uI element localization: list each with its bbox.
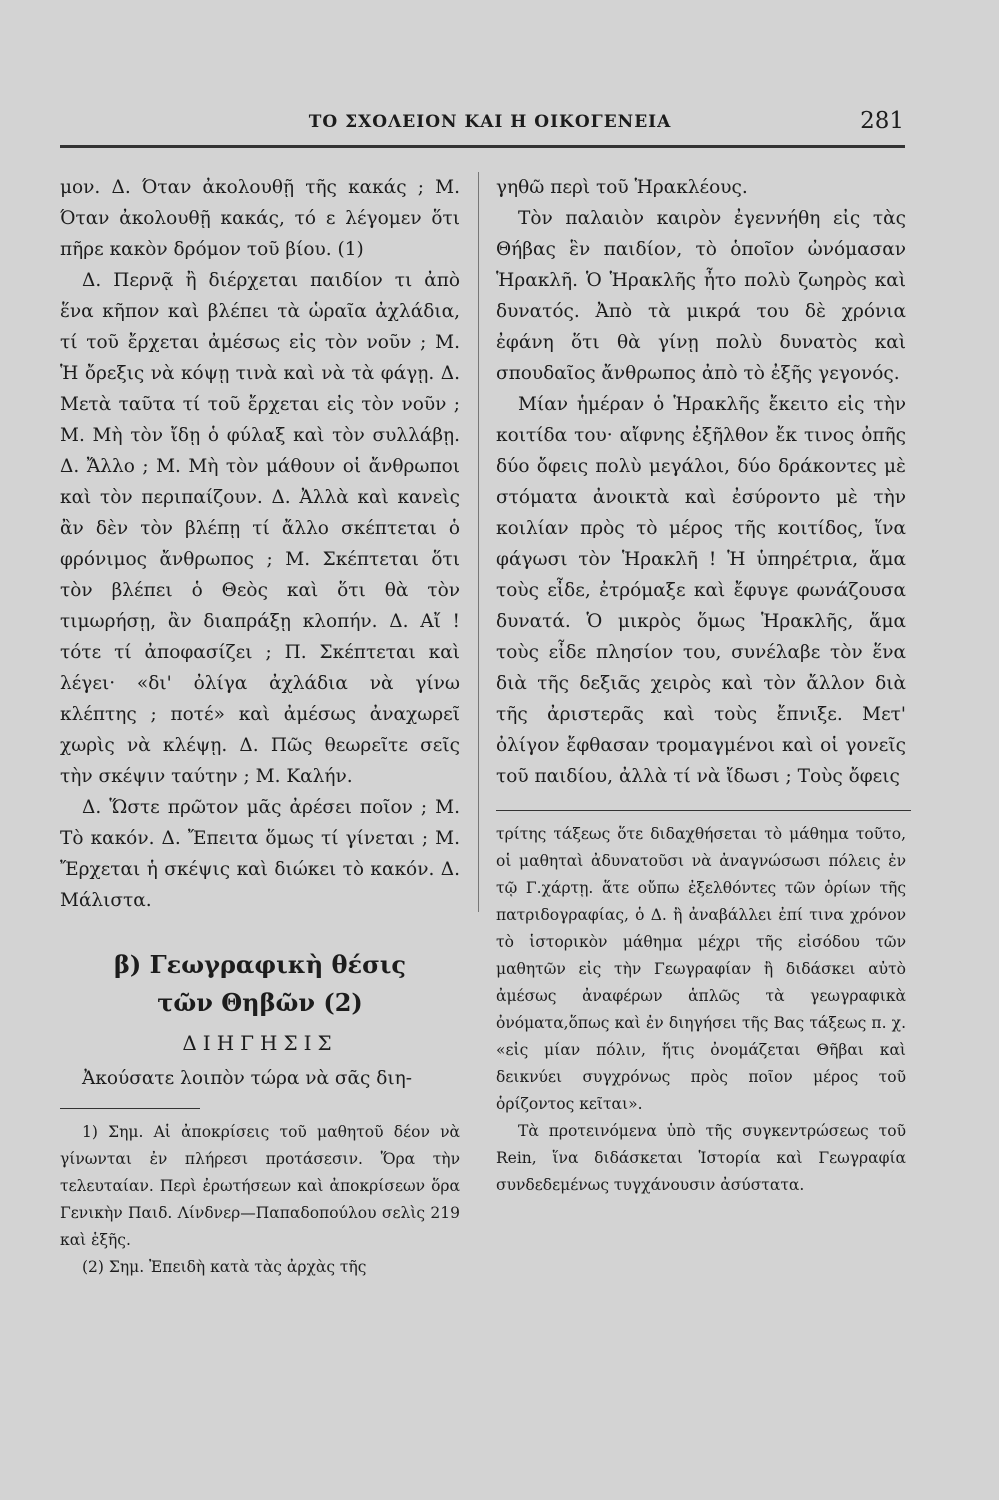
left-column (60, 172, 460, 1281)
column-divider (478, 172, 479, 912)
running-title: ΤΟ ΣΧΟΛΕΙΟΝ ΚΑΙ Η ΟΙΚΟΓΕΝΕΙΑ (308, 112, 672, 132)
footnote: τρίτης τάξεως ὅτε διδαχθήσεται τὸ μάθημα τοῦτο, οἱ μαθηταὶ ἀδυνατοῦσι νὰ ἀναγνώσωσι πόλεις ἐν τῷ Γ.χάρτῃ. ἅτε οὔπω ἐξελθόντες τῶν ὁρίων τῆς πατριδογραφίας, ὁ Δ. ἢ ἀναβάλλει ἐπί τινα χρόνον τὸ ἱστορικὸν μάθημα μέχρι τῆς εἰσόδου τῶν μαθητῶν εἰς τὴν Γεωγραφίαν ἢ διδάσκει αὐτὸ ἀμέσως ἀναφέρων ἁπλῶς τὰ γεωγραφικὰ ὀνόματα,ὅπως καὶ ἐν διηγήσει τῆς Βας τάξεως π. χ. «εἰς μίαν πόλιν, ἥτις ὀνομάζεται Θῆβαι καὶ δεικνύει συγχρόνως πρὸς ποῖον μέρος τοῦ ὁρίζοντος κεῖται». (496, 825, 906, 1113)
footnote-rule (496, 810, 911, 811)
footnote: Τὰ προτεινόμενα ὑπὸ τῆς συγκεντρώσεως τοῦ Rein, ἵνα διδάσκεται Ἱστορία καὶ Γεωγραφία συνδεδεμένως τυγχάνουσιν ἀσύστατα. (496, 1122, 906, 1194)
dialogue-paragraph: μον. Δ. Όταν ἀκολουθῇ τῆς κακάς ; Μ. Όταν ἀκολουθῇ κακάς, τό ε λέγομεν ὅτι πῆρε κακὸν δρόμον τοῦ βίου. (1) (60, 177, 460, 260)
section-heading-line: τῶν Θηβῶν (2) (157, 988, 363, 1017)
footnote: (2) Σημ. Ἐπειδὴ κατὰ τὰς ἀρχὰς τῆς (82, 1258, 367, 1276)
narration-start: Ἀκούσατε λοιπὸν τώρα νὰ σᾶς διη- (82, 1068, 412, 1089)
page-number: 281 (860, 108, 904, 134)
story-paragraph: γηθῶ περὶ τοῦ Ἡρακλέους. (496, 177, 748, 198)
footnote: 1) Σημ. Αἱ ἀποκρίσεις τοῦ μαθητοῦ δέον νὰ γίνωνται ἐν πλήρεσι προτάσεσιν. Ὅρα τὴν τελευταίαν. Περὶ ἐρωτήσεων καὶ ἀποκρίσεων ὅρα Γενικὴν Παιδ. Λίνδνερ—Παπαδοπούλου σελὶς 219 καὶ ἑξῆς. (60, 1123, 460, 1249)
dialogue-paragraph: Δ. Περνᾷ ἢ διέρχεται παιδίον τι ἀπὸ ἕνα κῆπον καὶ βλέπει τὰ ὡραῖα ἀχλάδια, τί τοῦ ἔρχεται ἀμέσως εἰς τὸν νοῦν ; Μ. Ἡ ὄρεξις νὰ κόψῃ τινὰ καὶ νὰ τὰ φάγῃ. Δ. Μετὰ ταῦτα τί τοῦ ἔρχεται εἰς τὸν νοῦν ; Μ. Μὴ τὸν ἴδῃ ὁ φύλαξ καὶ τὸν συλλάβῃ. Δ. Ἄλλο ; Μ. Μὴ τὸν μάθουν οἱ ἄνθρωποι καὶ τὸν περιπαίζουν. Δ. Ἀλλὰ καὶ κανεὶς ἂν δὲν τὸν βλέπῃ τί ἄλλο σκέπτεται ὁ φρόνιμος ἄνθρωπος ; Μ. Σκέπτεται ὅτι τὸν βλέπει ὁ Θεὸς καὶ ὅτι θὰ τὸν τιμωρήσῃ, ἂν διαπράξῃ κλοπήν. Δ. Αἴ ! τότε τί ἀποφασίζει ; Π. Σκέπτεται καὶ λέγει· «δι' ὀλίγα ἀχλάδια νὰ γίνω κλέπτης ; ποτέ» καὶ ἀμέσως ἀναχωρεῖ χωρὶς νὰ κλέψῃ. Δ. Πῶς θεωρεῖτε σεῖς τὴν σκέψιν ταύτην ; Μ. Καλήν. (60, 270, 460, 787)
footnote-rule (60, 1108, 200, 1109)
header-rule (60, 145, 905, 148)
right-column (496, 172, 906, 1199)
story-paragraph: Τὸν παλαιὸν καιρὸν ἐγεννήθη εἰς τὰς Θήβας ἓν παιδίον, τὸ ὁποῖον ὠνόμασαν Ἡρακλῆ. Ὁ Ἡρακλῆς ἦτο πολὺ ζωηρὸς καὶ δυνατός. Ἀπὸ τὰ μικρά του δὲ χρόνια ἐφάνη ὅτι θὰ γίνῃ πολὺ δυνατὸς καὶ σπουδαῖος ἄνθρωπος ἀπὸ τὸ ἐξῆς γεγονός. (496, 208, 906, 384)
dialogue-paragraph: Δ. Ὥστε πρῶτον μᾶς ἀρέσει ποῖον ; Μ. Τὸ κακόν. Δ. Ἔπειτα ὅμως τί γίνεται ; Μ. Ἔρχεται ἡ σκέψις καὶ διώκει τὸ κακόν. Δ. Μάλιστα. (60, 797, 460, 911)
section-heading (60, 946, 460, 1022)
subheading: ΔΙΗΓΗΣΙΣ (182, 1031, 338, 1055)
story-paragraph: Μίαν ἡμέραν ὁ Ἡρακλῆς ἔκειτο εἰς τὴν κοιτίδα του· αἴφνης ἐξῆλθον ἔκ τινος ὀπῆς δύο ὄφεις πολὺ μεγάλοι, δύο δράκοντες μὲ στόματα ἀνοικτὰ καὶ ἐσύροντο μὲ τὴν κοιλίαν πρὸς τὸ μέρος τῆς κοιτίδος, ἵνα φάγωσι τὸν Ἡρακλῆ ! Ἡ ὑπηρέτρια, ἅμα τοὺς εἶδε, ἐτρόμαξε καὶ ἔφυγε φωνάζουσα δυνατά. Ὁ μικρὸς ὅμως Ἡρακλῆς, ἅμα τοὺς εἶδε πλησίον του, συνέλαβε τὸν ἕνα διὰ τῆς δεξιᾶς χειρὸς καὶ τὸν ἄλλον διὰ τῆς ἀριστερᾶς καὶ τοὺς ἔπνιξε. Μετ' ὀλίγον ἔφθασαν τρομαγμένοι καὶ οἱ γονεῖς τοῦ παιδίου, ἀλλὰ τί νὰ ἴδωσι ; Τοὺς ὄφεις (496, 394, 906, 787)
section-heading-line: β) Γεωγραφικὴ θέσις (113, 950, 407, 979)
